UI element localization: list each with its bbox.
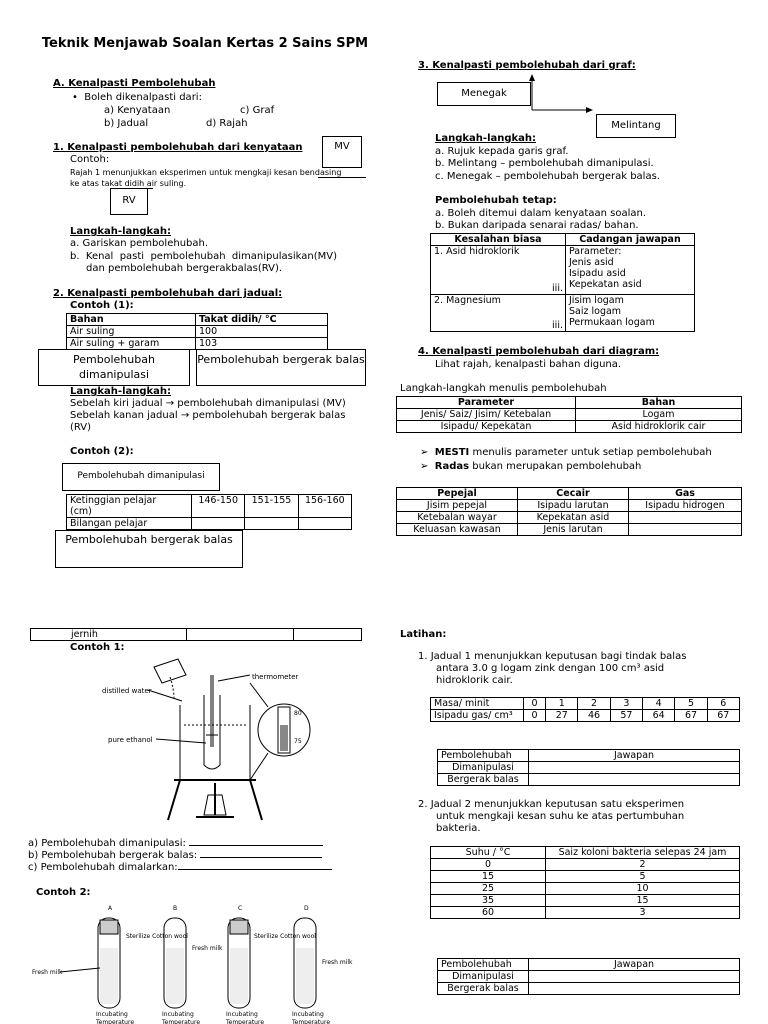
table-q1-answer: Pembolehubah Jawapan Dimanipulasi Bergerak balas: [437, 749, 740, 786]
table-q1-data: Masa/ minit 0 1 2 3 4 5 6 Isipadu gas/ cm³ 0 27 46 57 64 67 67: [430, 697, 740, 722]
label-ethanol: pure ethanol: [108, 736, 153, 744]
boiling-apparatus-diagram: [100, 655, 322, 827]
section-4-heading: 4. Kenalpasti pembolehubah dari diagram:: [418, 346, 660, 357]
tetap-a: a. Boleh ditemui dalam kenyataan soalan.: [435, 208, 646, 219]
option-c: c) Graf: [240, 105, 275, 116]
melintang-box: Melintang: [596, 114, 676, 138]
svg-text:Temperature: Temperature: [96, 1019, 135, 1024]
table-ketinggian: Ketinggian pelajar (cm) 146-150 151-155 156-160 Bilangan pelajar: [66, 494, 352, 530]
table-q2-data: Suhu / °C Saiz koloni bakteria selepas 24 jam 0 2 15 5 25 10 35 15 60 3: [430, 846, 740, 919]
q2-answer-bergerak-balas[interactable]: [529, 983, 740, 995]
langkah-menulis: Langkah-langkah menulis pembolehubah: [400, 383, 607, 394]
label-fresh-milk-left: Fresh milk: [32, 969, 63, 976]
scale-80: 80: [294, 710, 302, 717]
q1-line3: hidroklorik cair.: [436, 675, 513, 686]
section-3-heading: 3. Kenalpasti pembolehubah dari graf:: [418, 60, 636, 71]
rule-right: Sebelah kanan jadual → pembolehubah bergerak balas: [70, 410, 346, 421]
q2-line3: bakteria.: [436, 823, 481, 834]
contoh-1-label: Contoh (1):: [70, 300, 134, 311]
step-b-line1: b. Kenal pasti pembolehubah dimanipulasikan(MV): [70, 251, 337, 262]
section-2-heading: 2. Kenalpasti pembolehubah dari jadual:: [53, 288, 283, 299]
langkah-heading-1: Langkah-langkah:: [70, 226, 172, 237]
label-fresh-milk-d: Fresh milk: [322, 959, 353, 966]
tetap-b: b. Bukan daripada senarai radas/ bahan.: [435, 220, 639, 231]
langkah-heading-3: Langkah-langkah:: [435, 133, 537, 144]
graph-axes-icon: [524, 72, 594, 116]
mv-box: MV: [322, 136, 362, 168]
box-rv-2: Pembolehubah bergerak balas: [55, 530, 243, 568]
langkah-heading-2: Langkah-langkah:: [70, 386, 172, 397]
scale-75: 75: [294, 738, 302, 745]
contoh-label: Contoh:: [70, 154, 110, 165]
option-b: b) Jadual: [104, 118, 149, 129]
radas-note: ➢ Radas bukan merupakan pembolehubah: [420, 461, 642, 472]
tube-b-label: B: [173, 905, 178, 912]
q1-line1: 1. Jadual 1 menunjukkan keputusan bagi tindak balas: [418, 651, 687, 662]
page-title: Teknik Menjawab Soalan Kertas 2 Sains SPM: [41, 36, 369, 51]
option-d: d) Rajah: [206, 118, 248, 129]
graf-step-c: c. Menegak – pembolehubah bergerak balas.: [435, 171, 660, 182]
contoh-2-label: Contoh (2):: [70, 446, 134, 457]
table-bahan: Bahan Takat didih/ °C Air suling 100 Air suling + garam 103: [66, 313, 328, 350]
section-1-heading: 1. Kenalpasti pembolehubah dari kenyataan: [53, 142, 303, 153]
rule-left: Sebelah kiri jadual → pembolehubah dimanipulasi (MV): [70, 398, 346, 409]
section-a-heading: A. Kenalpasti Pembolehubah: [53, 78, 216, 89]
tube-a-label: A: [108, 905, 113, 912]
box-mv-1: Pembolehubah dimanipulasi: [38, 349, 190, 386]
svg-text:Temperature: Temperature: [226, 1019, 265, 1024]
statement-line-2: ke atas takat didih air suling.: [70, 179, 187, 188]
tube-c-label: C: [238, 905, 243, 912]
q2-line1: 2. Jadual 2 menunjukkan keputusan satu eksperimen: [418, 799, 685, 810]
section-a-bullet: • Boleh dikenalpasti dari:: [72, 92, 202, 103]
table-parameter: Parameter Bahan Jenis/ Saiz/ Jisim/ Ketebalan Logam Isipadu/ Kepekatan Asid hidroklorik cair: [396, 396, 742, 433]
svg-text:Temperature: Temperature: [162, 1019, 201, 1024]
contoh-1-label-p2: Contoh 1:: [70, 642, 125, 653]
tube-d-label: D: [304, 905, 309, 912]
label-sterilize-1: Sterilize Cotton wool: [126, 933, 188, 940]
question-c: c) Pembolehubah dimalarkan:: [28, 862, 332, 874]
step-b-line2: dan pembolehubah bergerakbalas(RV).: [86, 263, 283, 274]
tetap-heading: Pembolehubah tetap:: [435, 195, 557, 206]
section-4-text: Lihat rajah, kenalpasti bahan diguna.: [435, 359, 622, 370]
table-q2-answer: Pembolehubah Jawapan Dimanipulasi Bergerak balas: [437, 958, 740, 995]
svg-text:Temperature: Temperature: [292, 1019, 331, 1024]
step-a: a. Gariskan pembolehubah.: [70, 238, 209, 249]
rule-right-rv: (RV): [70, 422, 92, 433]
table-jernih-fragment: jernih: [30, 628, 362, 641]
contoh-2-label-p2: Contoh 2:: [36, 887, 91, 898]
rv-box: RV: [110, 188, 148, 215]
svg-text:Incubating: Incubating: [96, 1011, 128, 1018]
box-mv-2: Pembolehubah dimanipulasi: [62, 463, 220, 491]
q1-answer-dimanipulasi[interactable]: [529, 762, 740, 774]
svg-text:Incubating: Incubating: [162, 1011, 194, 1018]
table-pepejal-cecair-gas: Pepejal Cecair Gas Jisim pepejal Isipadu larutan Isipadu hidrogen Ketebalan wayar Kepekatan asid Keluasan kawasan Jenis larutan: [396, 487, 742, 536]
q1-answer-bergerak-balas[interactable]: [529, 774, 740, 786]
test-tubes-diagram: [30, 898, 370, 1024]
graf-step-a: a. Rujuk kepada garis graf.: [435, 146, 569, 157]
label-thermometer: thermometer: [252, 673, 299, 681]
q2-answer-dimanipulasi[interactable]: [529, 971, 740, 983]
question-a: a) Pembolehubah dimanipulasi:: [28, 838, 323, 850]
table-kesalahan: Kesalahan biasa Cadangan jawapan 1. Asid hidroklorik iii. Parameter: Jenis asid Isipadu asid Kepekatan asid 2. Magnesium iii. Jisim logam Saiz logam Permukaan logam: [430, 233, 695, 332]
mesti-note: ➢ MESTI menulis parameter untuk setiap pembolehubah: [420, 447, 712, 458]
box-rv-1: Pembolehubah bergerak balas: [196, 349, 366, 386]
q2-line2: untuk mengkaji kesan suhu ke atas pertumbuhan: [436, 811, 685, 822]
statement-line-1: Rajah 1 menunjukkan eksperimen untuk mengkaji kesan bendasing: [70, 168, 342, 177]
label-distilled: distilled water: [102, 687, 152, 695]
svg-text:Incubating: Incubating: [226, 1011, 258, 1018]
graf-step-b: b. Melintang – pembolehubah dimanipulasi.: [435, 158, 654, 169]
menegak-box: Menegak: [437, 82, 531, 106]
latihan-heading: Latihan:: [400, 629, 447, 640]
label-sterilize-2: Sterilize Cotton wool: [254, 933, 316, 940]
label-fresh-milk-b: Fresh milk: [192, 945, 223, 952]
question-b: b) Pembolehubah bergerak balas:: [28, 850, 322, 862]
svg-text:Incubating: Incubating: [292, 1011, 324, 1018]
option-a: a) Kenyataan: [104, 105, 171, 116]
q1-line2: antara 3.0 g logam zink dengan 100 cm³ asid: [436, 663, 665, 674]
